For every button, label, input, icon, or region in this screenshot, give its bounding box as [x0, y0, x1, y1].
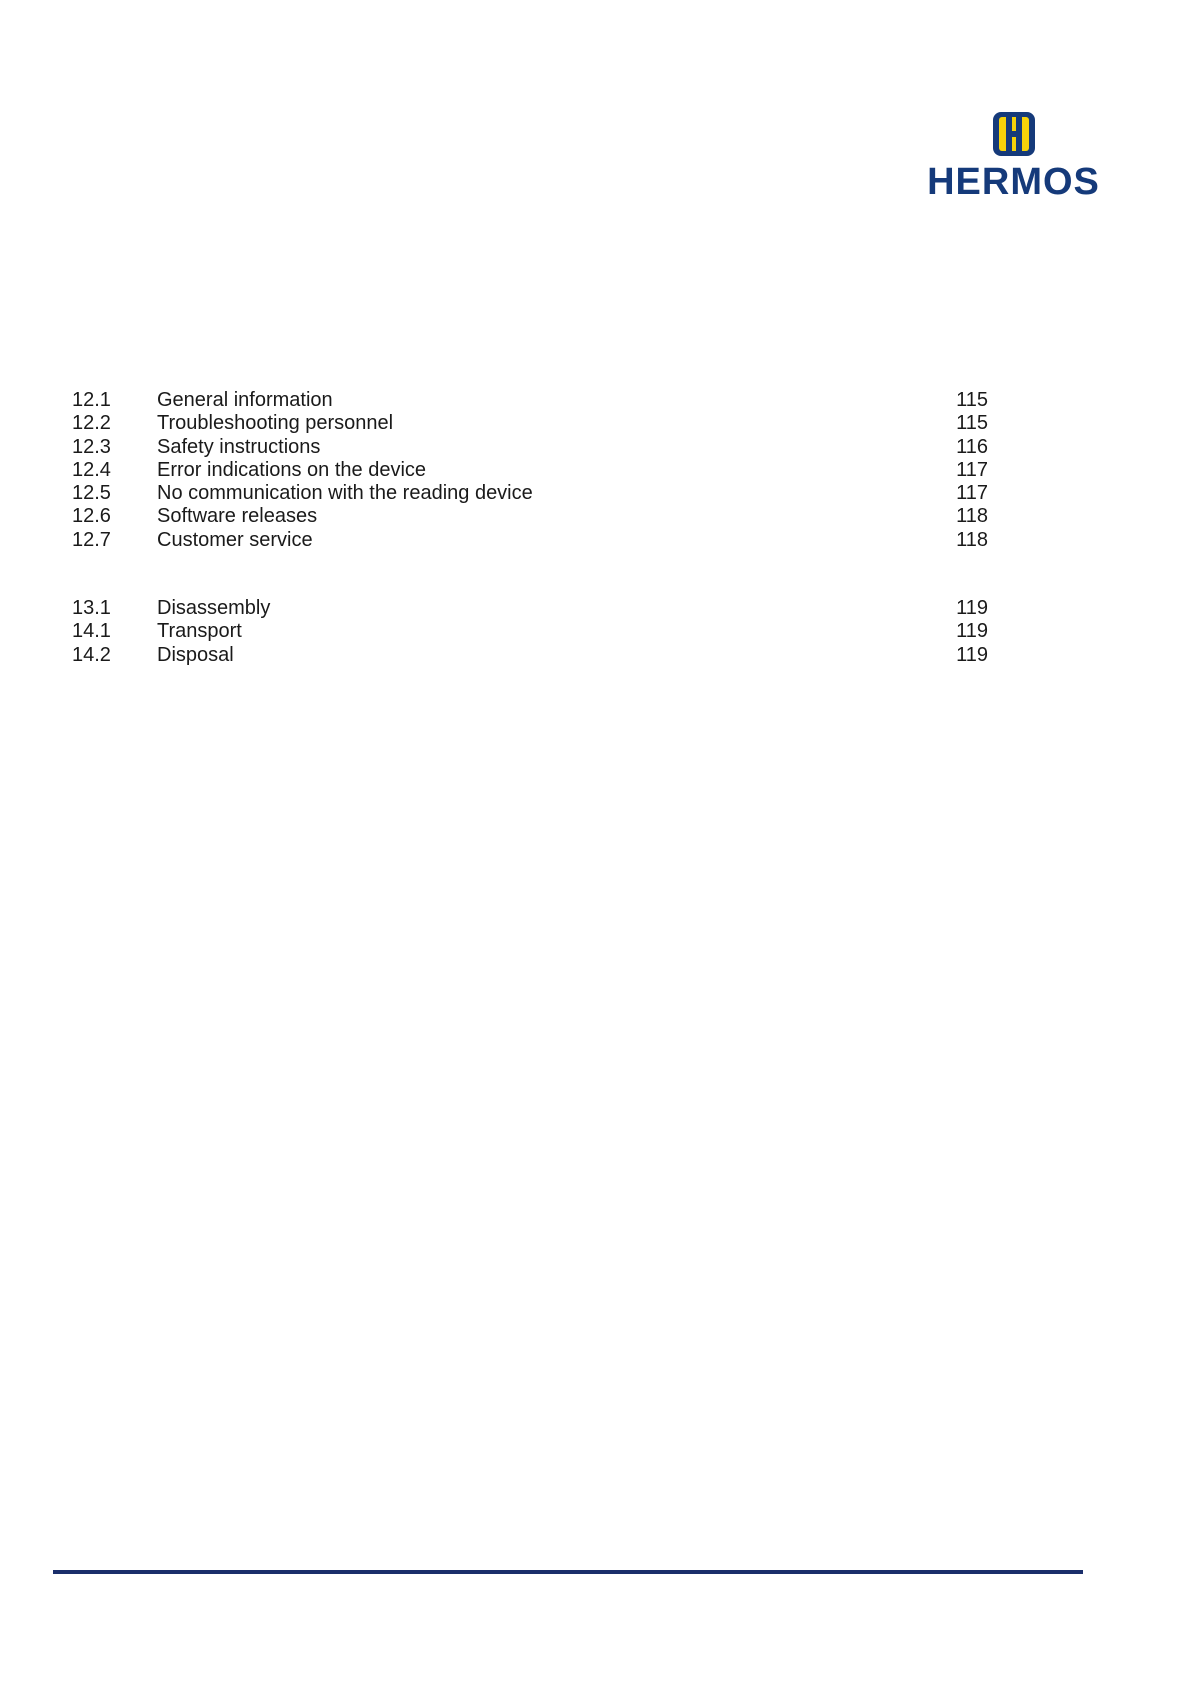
toc-entry[interactable] [72, 597, 988, 620]
toc-page: 119 [956, 620, 988, 643]
toc-page: 118 [956, 505, 988, 528]
toc-title: Customer service [157, 528, 313, 551]
toc-entry[interactable] [72, 482, 988, 505]
toc-page: 115 [956, 412, 988, 435]
toc-title: Troubleshooting personnel [157, 412, 394, 435]
toc-title: No communication with the reading device [157, 482, 533, 505]
toc-page: 116 [956, 435, 988, 458]
hermos-logo [926, 112, 1101, 202]
toc-number: 12.4 [72, 458, 111, 481]
toc-entry[interactable] [72, 389, 988, 412]
toc-entry[interactable] [72, 620, 988, 643]
toc-entry[interactable] [72, 529, 988, 552]
toc-number: 12.6 [72, 505, 111, 528]
toc-page: 117 [956, 458, 988, 481]
toc-number: 13.1 [72, 597, 111, 619]
toc-title: Safety instructions [157, 435, 321, 458]
toc-title: Disposal [157, 643, 234, 666]
toc-number: 12.3 [72, 435, 111, 458]
toc-section-12 [72, 389, 988, 552]
toc-page: 118 [956, 528, 988, 551]
toc-page: 115 [956, 389, 988, 411]
toc-number: 14.1 [72, 620, 111, 643]
toc-entry[interactable] [72, 459, 988, 482]
toc-entry[interactable] [72, 644, 988, 667]
toc-page: 117 [956, 482, 988, 505]
toc-title: Disassembly [157, 597, 271, 619]
toc-entry[interactable] [72, 412, 988, 435]
toc-number: 14.2 [72, 643, 111, 666]
toc-title: Transport [157, 620, 242, 643]
toc-section-13-14 [72, 597, 988, 667]
footer-divider [53, 1570, 1083, 1574]
toc-page: 119 [956, 643, 988, 666]
toc-title: Error indications on the device [157, 458, 427, 481]
toc-entry[interactable] [72, 505, 988, 528]
hermos-logo-text: HERMOS [927, 161, 1100, 203]
toc-number: 12.2 [72, 412, 111, 435]
toc-page: 119 [956, 597, 988, 619]
toc-title: Software releases [157, 505, 318, 528]
toc-number: 12.7 [72, 528, 111, 551]
hermos-logo-mark-icon [993, 112, 1035, 156]
toc-title: General information [157, 389, 333, 411]
toc-number: 12.1 [72, 389, 111, 411]
toc-number: 12.5 [72, 482, 111, 505]
toc-entry[interactable] [72, 436, 988, 459]
